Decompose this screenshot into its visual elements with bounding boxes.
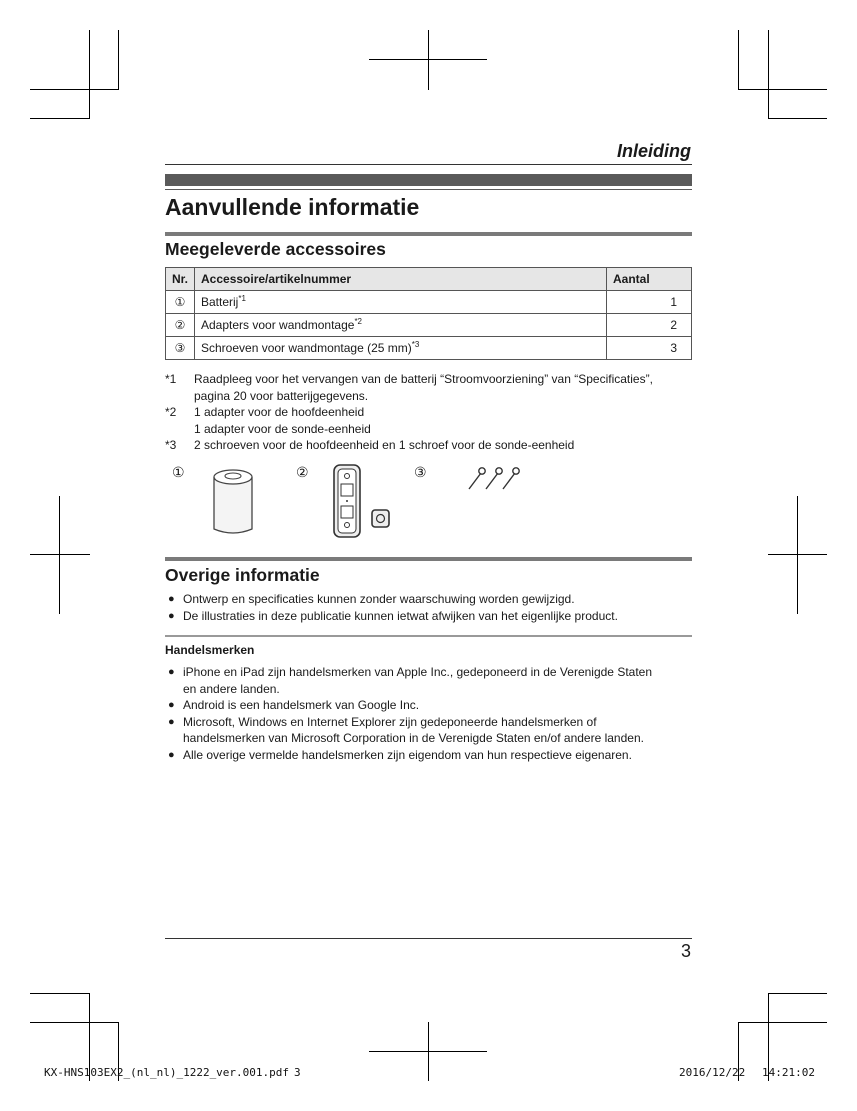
bullet-icon: ● bbox=[168, 748, 175, 761]
column-header-item: Accessoire/artikelnummer bbox=[195, 268, 607, 291]
row-item: Batterij$^{*1}$ bbox=[195, 291, 607, 314]
illustration-label: ② bbox=[296, 464, 309, 480]
footnote-mark: *1 bbox=[165, 372, 177, 386]
wall-mount-adapter-icon bbox=[330, 462, 392, 540]
row-number: ③ bbox=[166, 337, 195, 360]
column-header-qty: Aantal bbox=[607, 268, 692, 291]
row-item: Schroeven voor wandmontage (25 mm)$^{*3}$ bbox=[195, 337, 607, 360]
bullet-icon: ● bbox=[168, 699, 175, 711]
other-info-list bbox=[165, 591, 695, 624]
list-item: ● Alle overige vermelde handelsmerken zijn eigendom van hun respectieve eigenaren. bbox=[168, 747, 632, 762]
row-item: Adapters voor wandmontage$^{*2}$ bbox=[195, 314, 607, 337]
footnote bbox=[165, 404, 695, 437]
header-rule bbox=[165, 164, 692, 165]
footnote-line: 1 adapter voor de hoofdeenheid bbox=[194, 405, 365, 419]
accessories-rule bbox=[165, 232, 692, 236]
accessories-table bbox=[165, 267, 692, 360]
illustration-label: ③ bbox=[414, 464, 427, 480]
trademarks-list bbox=[165, 664, 695, 763]
footer-rule bbox=[165, 938, 692, 939]
table-row bbox=[166, 291, 692, 314]
print-sheet-number: 3 bbox=[294, 1066, 301, 1079]
title-bar-underline bbox=[165, 189, 692, 190]
footnote-mark: *2 bbox=[165, 405, 177, 419]
footnote-ref: *3 bbox=[411, 340, 420, 349]
battery-icon bbox=[212, 465, 254, 537]
row-qty: 1 bbox=[607, 291, 692, 314]
bullet-icon: ● bbox=[168, 715, 175, 728]
list-item: ● De illustraties in deze publicatie kunnen ietwat afwijken van het eigenlijke product. bbox=[168, 608, 618, 623]
table-row bbox=[166, 337, 692, 360]
trademarks-heading: Handelsmerken bbox=[165, 643, 255, 657]
footnote-line: 2 schroeven voor de hoofdeenheid en 1 schroef voor de sonde-eenheid bbox=[194, 438, 575, 452]
print-date: 2016/12/22 bbox=[679, 1066, 746, 1079]
footnote bbox=[165, 371, 695, 404]
title-bar bbox=[165, 174, 692, 186]
list-item: ● Ontwerp en specificaties kunnen zonder waarschuwing worden gewijzigd. bbox=[168, 592, 575, 606]
accessories-heading: Meegeleverde accessoires bbox=[165, 239, 386, 259]
footnote-line: 1 adapter voor de sonde-eenheid bbox=[194, 421, 371, 436]
print-time: 14:21:02 bbox=[762, 1066, 815, 1079]
footnote-ref: *1 bbox=[238, 294, 246, 303]
table-row bbox=[166, 314, 692, 337]
footnote-line: pagina 20 voor batterijgegevens. bbox=[194, 388, 369, 403]
section-title: Inleiding bbox=[617, 141, 691, 161]
footnote-line: Raadpleeg voor het vervangen van de batterij “Stroomvoorziening” van “Specificaties”, bbox=[194, 372, 653, 386]
column-header-nr: Nr. bbox=[166, 268, 195, 291]
row-qty: 2 bbox=[607, 314, 692, 337]
row-number: ① bbox=[166, 291, 195, 314]
screws-icon bbox=[465, 466, 523, 492]
page-title: Aanvullende informatie bbox=[165, 194, 420, 220]
trademarks-rule bbox=[165, 635, 692, 637]
row-qty: 3 bbox=[607, 337, 692, 360]
list-item: ● Microsoft, Windows en Internet Explorer zijn gedeponeerde handelsmerken of handelsmerken van Microsoft Corporation in de Verenigde Staten en/of andere landen. bbox=[168, 714, 644, 745]
row-number: ② bbox=[166, 314, 195, 337]
bullet-icon: ● bbox=[168, 593, 175, 605]
print-file-name: KX-HNS103EX2_(nl_nl)_1222_ver.001.pdf bbox=[44, 1066, 290, 1079]
list-item: ● iPhone en iPad zijn handelsmerken van Apple Inc., gedeponeerd in de Verenigde Staten en andere landen. bbox=[168, 665, 653, 696]
footnote bbox=[165, 437, 695, 454]
bullet-icon: ● bbox=[168, 666, 175, 678]
footnote-ref: *2 bbox=[354, 317, 362, 326]
table-header-row bbox=[166, 268, 692, 291]
page-number: 3 bbox=[680, 941, 691, 961]
other-info-rule bbox=[165, 557, 692, 561]
footnote-mark: *3 bbox=[165, 438, 177, 452]
bullet-icon: ● bbox=[168, 609, 175, 622]
illustration-label: ① bbox=[172, 464, 185, 480]
list-item: ● Android is een handelsmerk van Google Inc. bbox=[168, 698, 420, 712]
other-info-heading: Overige informatie bbox=[165, 565, 320, 585]
